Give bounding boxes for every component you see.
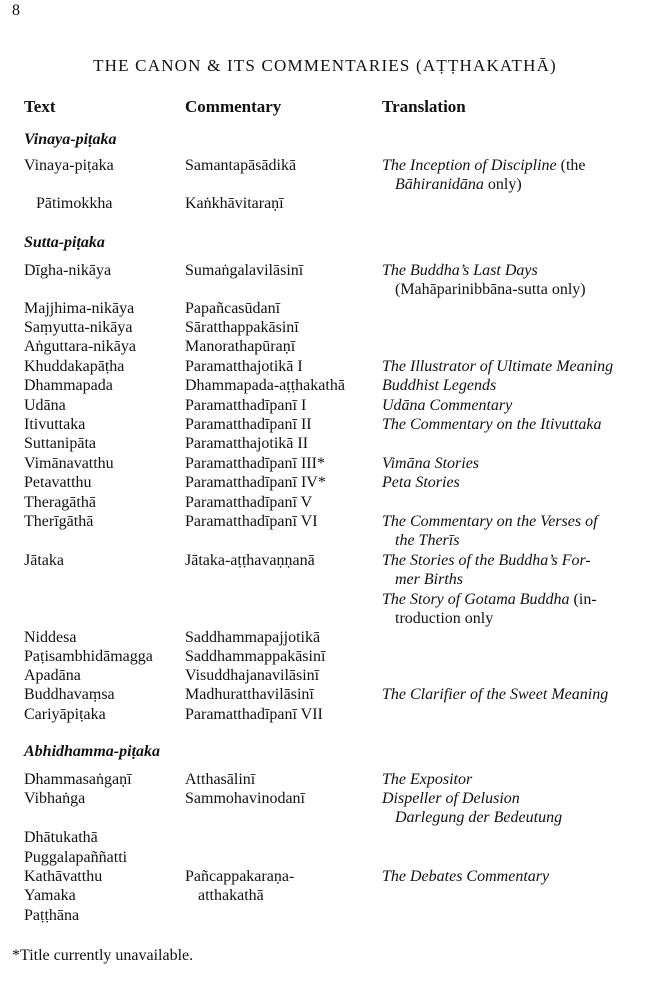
section-title: Sutta-piṭaka <box>24 234 105 251</box>
header-text: Text <box>24 97 56 116</box>
row-commentary: Sumaṅgalavilāsinī <box>185 262 304 279</box>
translation-line <box>382 357 644 376</box>
translation-segment: Vimāna Stories <box>382 455 480 472</box>
row-text: Udāna <box>24 397 66 414</box>
translation-line <box>382 261 644 280</box>
translation-segment: (the <box>556 157 586 174</box>
translation-segment: mer Births <box>395 571 463 589</box>
row-translation <box>382 789 644 828</box>
row-commentary: Visuddhajanavilāsinī <box>185 667 320 684</box>
translation-segment: The Debates Commentary <box>382 868 550 885</box>
row-commentary-continued: atthakathā <box>198 887 264 905</box>
row-translation <box>382 396 644 415</box>
row-commentary: Paramatthadīpanī I <box>185 397 307 414</box>
row-text: Yamaka <box>24 887 76 904</box>
row-text: Dhammasaṅgaṇī <box>24 771 132 788</box>
row-commentary: Paramatthajotikā I <box>185 358 303 375</box>
translation-line <box>382 280 644 299</box>
row-commentary: Paramatthadīpanī VI <box>185 513 318 530</box>
row-text: Itivuttaka <box>24 416 86 433</box>
row-text: Niddesa <box>24 629 77 646</box>
row-text: Vibhaṅga <box>24 790 86 807</box>
row-commentary: Paramatthadīpanī II <box>185 416 312 433</box>
translation-segment: The Story of Gotama Buddha <box>382 590 570 608</box>
row-text: Dhātukathā <box>24 829 98 846</box>
row-commentary: Kaṅkhāvitaraṇī <box>185 195 284 212</box>
translation-line <box>382 685 644 704</box>
page-number: 8 <box>12 2 20 19</box>
row-commentary: Paramatthadīpanī III* <box>185 455 325 472</box>
translation-segment: Dispeller of Delusion <box>382 790 520 807</box>
translation-line <box>382 473 644 492</box>
row-text: Vimānavatthu <box>24 455 114 472</box>
row-text: Paṭisambhidāmagga <box>24 648 153 665</box>
section-title: Vinaya-piṭaka <box>24 131 117 148</box>
row-translation <box>382 770 644 789</box>
row-text: Dīgha-nikāya <box>24 262 112 279</box>
row-text: Saṃyutta-nikāya <box>24 319 133 336</box>
translation-segment: Bāhiranidāna <box>395 176 484 194</box>
row-text: Vinaya-piṭaka <box>24 157 114 174</box>
row-text: Jātaka <box>24 552 64 569</box>
row-commentary: Paramatthadīpanī V <box>185 494 313 511</box>
page-title: THE CANON & ITS COMMENTARIES (AṬṬHAKATHĀ) <box>93 56 557 75</box>
translation-line <box>382 175 644 194</box>
translation-segment: (Mahāparinibbāna-sutta only) <box>395 281 586 299</box>
row-commentary: Dhammapada-aṭṭhakathā <box>185 377 345 394</box>
row-commentary: Sāratthappakāsinī <box>185 319 299 336</box>
row-translation <box>382 685 644 704</box>
row-text: Theragāthā <box>24 494 96 511</box>
row-text: Buddhavaṃsa <box>24 686 115 703</box>
row-commentary: Manorathapūraṇī <box>185 338 296 355</box>
translation-segment: The Clarifier of the Sweet Meaning <box>382 686 609 703</box>
row-text: Cariyāpiṭaka <box>24 706 106 723</box>
translation-line <box>382 156 644 175</box>
row-commentary: Atthasālinī <box>185 771 256 788</box>
header-commentary: Commentary <box>185 97 282 116</box>
translation-segment: The Commentary on the Itivuttaka <box>382 416 602 433</box>
row-commentary: Pañcappakaraṇa- atthakathā <box>185 868 295 905</box>
row-commentary: Jātaka-aṭṭhavaṇṇanā <box>185 552 315 569</box>
row-text: Paṭṭhāna <box>24 907 80 924</box>
translation-line <box>382 590 644 609</box>
row-commentary: Paramatthajotikā II <box>185 435 309 452</box>
translation-segment: Buddhist Legends <box>382 377 497 394</box>
translation-line <box>382 808 644 827</box>
translation-line <box>382 415 644 434</box>
row-text: Suttanipāta <box>24 435 96 452</box>
row-translation <box>382 551 644 629</box>
row-translation <box>382 867 644 886</box>
row-text: Petavatthu <box>24 474 92 491</box>
translation-line <box>382 570 644 589</box>
row-text: Puggalapaññatti <box>24 849 128 866</box>
translation-line <box>382 531 644 550</box>
row-commentary: Saddhammappakāsinī <box>185 648 326 665</box>
translation-segment: the Therīs <box>395 532 460 550</box>
row-text: Therīgāthā <box>24 513 94 530</box>
row-commentary: Paramatthadīpanī IV* <box>185 474 326 491</box>
row-text: Majjhima-nikāya <box>24 300 135 317</box>
translation-line <box>382 789 644 808</box>
section-title: Abhidhamma-piṭaka <box>24 743 161 760</box>
row-translation <box>382 512 644 551</box>
row-commentary: Samantapāsādikā <box>185 157 297 174</box>
translation-segment: Udāna Commentary <box>382 397 513 414</box>
row-translation <box>382 357 644 376</box>
translation-line <box>382 454 644 473</box>
translation-segment: Darlegung der Bedeutung <box>395 809 563 827</box>
translation-segment: The Expositor <box>382 771 473 788</box>
translation-segment: The Stories of the Buddha’s For- <box>382 552 591 569</box>
row-commentary: Paramatthadīpanī VII <box>185 706 323 723</box>
row-translation <box>382 473 644 492</box>
translation-segment: The Commentary on the Verses of <box>382 513 598 530</box>
row-text: Khuddakapāṭha <box>24 358 125 375</box>
translation-segment: troduction only <box>395 610 494 628</box>
row-commentary: Madhuratthavilāsinī <box>185 686 314 703</box>
row-translation <box>382 376 644 395</box>
row-commentary: Papañcasūdanī <box>185 300 281 317</box>
translation-line <box>382 770 644 789</box>
row-text: Aṅguttara-nikāya <box>24 338 136 355</box>
row-translation <box>382 454 644 473</box>
translation-line <box>382 376 644 395</box>
header-translation: Translation <box>382 97 466 116</box>
translation-segment: (in- <box>569 590 597 608</box>
translation-segment: only) <box>483 176 522 194</box>
translation-segment: Peta Stories <box>382 474 460 491</box>
row-translation <box>382 415 644 434</box>
translation-line <box>382 867 644 886</box>
row-translation <box>382 261 644 300</box>
row-text: Kathāvatthu <box>24 868 103 885</box>
footnote: *Title currently unavailable. <box>12 947 194 964</box>
row-text: Pātimokkha <box>36 195 113 212</box>
row-commentary: Sammohavinodanī <box>185 790 305 807</box>
translation-line <box>382 396 644 415</box>
row-translation <box>382 156 644 195</box>
translation-segment: The Illustrator of Ultimate Meaning <box>382 358 614 375</box>
row-text: Dhammapada <box>24 377 113 394</box>
translation-segment: The Inception of Discipline <box>382 157 557 174</box>
row-commentary: Saddhammapajjotikā <box>185 629 321 646</box>
translation-segment: The Buddha’s Last Days <box>382 262 538 279</box>
translation-line <box>382 551 644 570</box>
translation-line <box>382 609 644 628</box>
row-text: Apadāna <box>24 667 81 684</box>
translation-line <box>382 512 644 531</box>
